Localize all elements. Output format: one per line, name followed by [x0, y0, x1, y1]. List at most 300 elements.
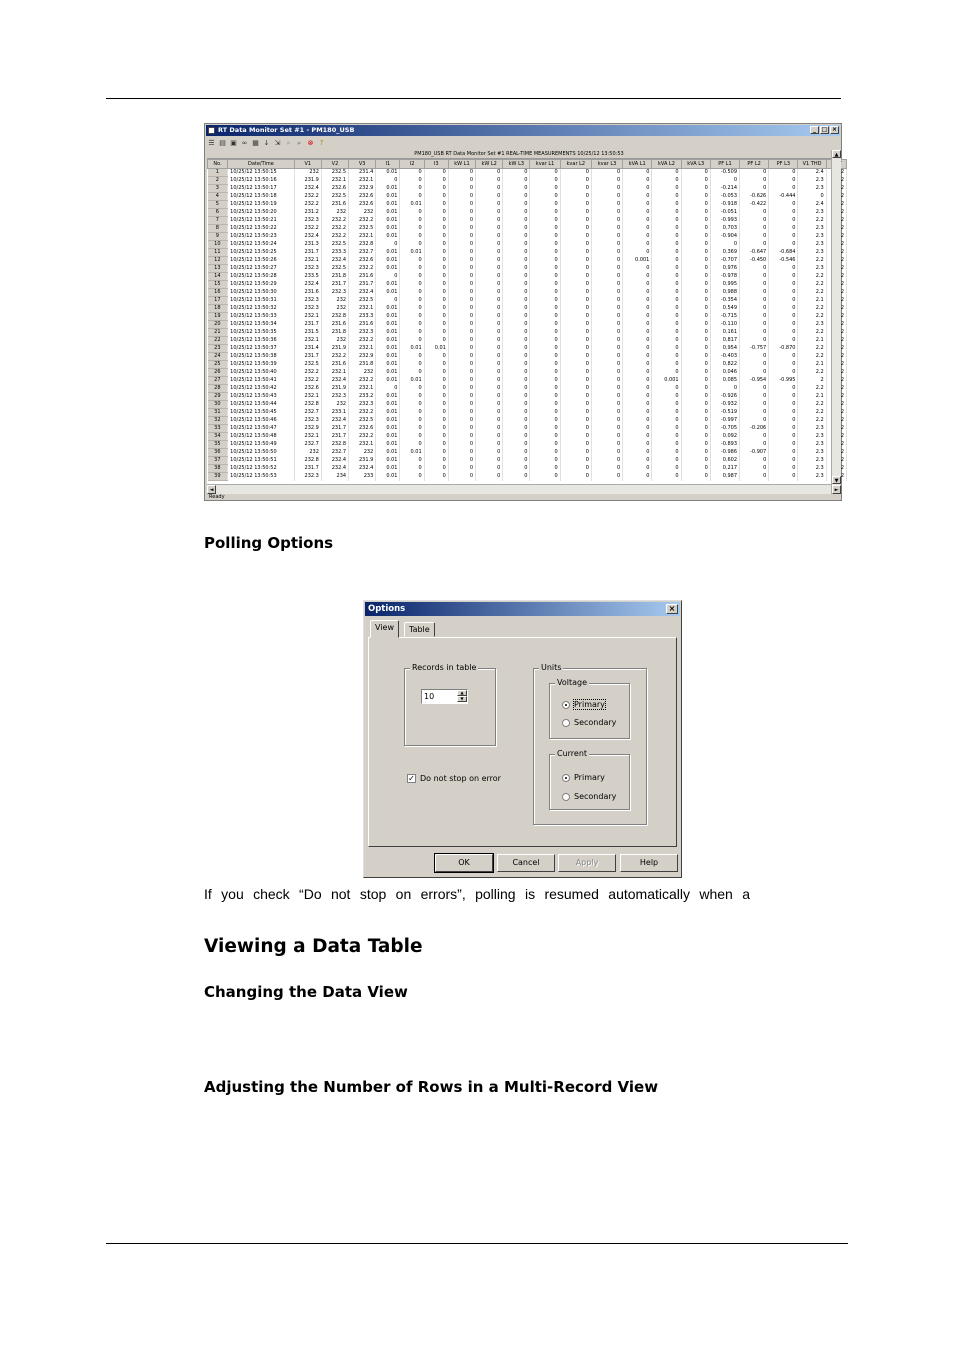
table-cell: 2.2 — [798, 217, 826, 225]
table-cell: 0 — [424, 265, 448, 273]
table-cell: 0 — [448, 209, 475, 217]
table-cell: 0 — [476, 361, 503, 369]
table-cell: 0 — [503, 417, 530, 425]
table-cell: 0 — [652, 193, 681, 201]
table-cell: 0 — [424, 409, 448, 417]
table-cell: 231.7 — [294, 249, 321, 257]
table-cell: 0 — [769, 185, 798, 193]
table-row[interactable] — [208, 353, 847, 361]
table-cell: 0 — [681, 201, 710, 209]
table-row[interactable] — [208, 169, 847, 177]
column-header[interactable]: I1 — [376, 160, 400, 169]
column-header[interactable]: kvar L1 — [530, 160, 560, 169]
table-cell: 2.3 — [798, 265, 826, 273]
column-header[interactable]: PF L1 — [710, 160, 739, 169]
export-icon[interactable]: ⇲ — [274, 138, 281, 147]
dialog-titlebar[interactable] — [365, 602, 680, 616]
table-cell: 0 — [424, 185, 448, 193]
table-cell: 0.01 — [376, 473, 400, 481]
table-cell: 232.7 — [321, 449, 348, 457]
table-row[interactable] — [208, 289, 847, 297]
table-cell: 0 — [400, 241, 424, 249]
table-cell: 0 — [476, 329, 503, 337]
table-cell: 0.01 — [376, 401, 400, 409]
table-cell: 10/25/12 13:50:49 — [228, 441, 295, 449]
table-cell: 0 — [740, 393, 769, 401]
table-row[interactable] — [208, 225, 847, 233]
table-cell: 0 — [530, 241, 560, 249]
table-cell: 0 — [652, 425, 681, 433]
table-cell: 2.3 — [798, 441, 826, 449]
vertical-scrollbar[interactable] — [831, 150, 841, 494]
table-cell: 0 — [530, 449, 560, 457]
table-cell: 2 — [826, 449, 846, 457]
table-cell: 0 — [448, 441, 475, 449]
help-icon[interactable]: ? — [319, 138, 324, 147]
scroll-up-icon[interactable]: ▲ — [832, 150, 841, 158]
column-header[interactable]: kW L3 — [503, 160, 530, 169]
row-number: 31 — [208, 409, 228, 417]
table-cell: 2 — [826, 425, 846, 433]
dialog-close-button[interactable]: × — [666, 604, 678, 614]
table-cell: 0 — [530, 185, 560, 193]
table-row[interactable] — [208, 425, 847, 433]
table-cell: 0 — [560, 185, 591, 193]
table-cell: 0 — [530, 249, 560, 257]
table-cell: 0 — [560, 249, 591, 257]
glasses-icon[interactable]: ∞ — [241, 138, 248, 147]
table-row[interactable] — [208, 385, 847, 393]
table-row[interactable] — [208, 473, 847, 481]
radio-selected-icon[interactable] — [562, 774, 570, 782]
table-cell: 0 — [530, 209, 560, 217]
table-cell: 0 — [448, 393, 475, 401]
table-cell: 0 — [400, 273, 424, 281]
table-cell: 0 — [400, 169, 424, 177]
table-cell: 0 — [530, 433, 560, 441]
table-row[interactable] — [208, 417, 847, 425]
table-cell: 0 — [623, 409, 652, 417]
table-cell: 0 — [740, 265, 769, 273]
table-cell: 0 — [591, 185, 622, 193]
column-header[interactable]: kVA L1 — [623, 160, 652, 169]
table-cell: 0 — [591, 345, 622, 353]
row-number: 32 — [208, 417, 228, 425]
table-cell: 0 — [400, 369, 424, 377]
header-rule — [106, 98, 841, 99]
table-cell: 10/25/12 13:50:39 — [228, 361, 295, 369]
table-row[interactable] — [208, 329, 847, 337]
table-row[interactable] — [208, 433, 847, 441]
table-cell: 232.4 — [321, 257, 348, 265]
row-number: 23 — [208, 345, 228, 353]
table-cell: 0 — [530, 377, 560, 385]
table-cell: 231.3 — [294, 241, 321, 249]
table-cell: 0 — [740, 457, 769, 465]
ok-button[interactable]: OK — [435, 854, 493, 872]
table-cell: -0.870 — [769, 345, 798, 353]
column-header[interactable]: PF L2 — [740, 160, 769, 169]
current-secondary-radio[interactable] — [562, 792, 616, 801]
table-cell: 2 — [826, 201, 846, 209]
table-cell: 0 — [400, 193, 424, 201]
table-row[interactable] — [208, 321, 847, 329]
table-cell: 233.1 — [321, 409, 348, 417]
maximize-button[interactable]: □ — [821, 126, 828, 133]
table-cell: 232.4 — [349, 465, 376, 473]
table-row[interactable] — [208, 281, 847, 289]
table-cell: 0 — [503, 169, 530, 177]
table-cell: 2 — [826, 369, 846, 377]
table-row[interactable] — [208, 177, 847, 185]
column-header[interactable]: kvar L3 — [591, 160, 622, 169]
table-cell: 232.1 — [294, 257, 321, 265]
table-cell: 0 — [623, 457, 652, 465]
table-row[interactable] — [208, 297, 847, 305]
table-cell: 0 — [652, 169, 681, 177]
table-cell: -0.546 — [769, 257, 798, 265]
row-number: 1 — [208, 169, 228, 177]
data-table — [207, 159, 847, 481]
table-cell: 0 — [503, 273, 530, 281]
row-number: 16 — [208, 289, 228, 297]
table-row[interactable] — [208, 313, 847, 321]
table-cell: 232.3 — [294, 297, 321, 305]
table-cell: 10/25/12 13:50:34 — [228, 321, 295, 329]
table-cell: 231.5 — [294, 329, 321, 337]
table-row[interactable] — [208, 377, 847, 385]
column-header[interactable]: No. — [208, 160, 228, 169]
table-cell: 0 — [769, 417, 798, 425]
table-cell: 0 — [769, 353, 798, 361]
minimize-button[interactable]: _ — [810, 126, 819, 134]
table-row[interactable] — [208, 345, 847, 353]
table-cell: 231.9 — [349, 457, 376, 465]
table-cell: 0 — [681, 337, 710, 345]
table-cell: 0.01 — [376, 425, 400, 433]
table-cell: 0 — [560, 201, 591, 209]
table-cell: 2.4 — [798, 201, 826, 209]
table-cell: 0 — [530, 225, 560, 233]
column-header[interactable]: kVA L3 — [681, 160, 710, 169]
column-header[interactable]: kW L2 — [476, 160, 503, 169]
table-row[interactable] — [208, 233, 847, 241]
grid-icon[interactable]: ▦ — [252, 138, 259, 147]
table-cell: 0 — [503, 297, 530, 305]
table-cell: 0 — [424, 209, 448, 217]
table-cell: 0 — [530, 289, 560, 297]
close-button[interactable]: × — [831, 126, 838, 133]
table-cell: 0 — [769, 305, 798, 313]
table-cell: 0.01 — [376, 361, 400, 369]
table-cell: 0 — [476, 353, 503, 361]
table-cell: 0 — [740, 401, 769, 409]
do-not-stop-checkbox[interactable] — [407, 774, 501, 783]
table-cell: 0.01 — [376, 353, 400, 361]
table-cell: -0.954 — [740, 377, 769, 385]
table-row[interactable] — [208, 393, 847, 401]
table-cell: 0 — [769, 393, 798, 401]
table-cell: 0 — [740, 169, 769, 177]
table-cell: 0.01 — [376, 209, 400, 217]
table-cell: 0 — [503, 409, 530, 417]
table-cell: 0 — [503, 393, 530, 401]
checkmark-icon[interactable]: ✓ — [408, 774, 415, 783]
table-cell: 232.5 — [321, 193, 348, 201]
table-cell: 0.01 — [376, 313, 400, 321]
table-cell: 0 — [530, 369, 560, 377]
table-row[interactable] — [208, 441, 847, 449]
table-cell: 231.6 — [321, 361, 348, 369]
table-row[interactable] — [208, 449, 847, 457]
table-row[interactable] — [208, 305, 847, 313]
table-cell: 2.3 — [798, 425, 826, 433]
table-row[interactable] — [208, 201, 847, 209]
row-number: 9 — [208, 233, 228, 241]
cancel-button[interactable]: Cancel — [497, 854, 555, 872]
table-cell: 0 — [652, 441, 681, 449]
table-row[interactable] — [208, 273, 847, 281]
table-cell: 0 — [652, 313, 681, 321]
table-row[interactable] — [208, 249, 847, 257]
column-header[interactable]: V2 — [321, 160, 348, 169]
table-cell: 0.01 — [376, 441, 400, 449]
table-cell: -0.893 — [710, 441, 739, 449]
table-cell: 0 — [769, 409, 798, 417]
column-header[interactable]: V1 THD — [798, 160, 826, 169]
table-cell: 0 — [424, 233, 448, 241]
table-row[interactable] — [208, 209, 847, 217]
table-cell: 10/25/12 13:50:35 — [228, 329, 295, 337]
table-row[interactable] — [208, 217, 847, 225]
tab-table[interactable]: Table — [404, 622, 435, 637]
table-cell: 0 — [560, 241, 591, 249]
table-cell: 0 — [740, 473, 769, 481]
tab-view[interactable]: View — [370, 620, 399, 638]
table-cell: 0 — [623, 337, 652, 345]
column-header[interactable]: kW L1 — [448, 160, 475, 169]
table-row[interactable] — [208, 401, 847, 409]
scroll-down-icon[interactable]: ▼ — [832, 476, 841, 484]
table-row[interactable] — [208, 257, 847, 265]
table-cell: 0 — [740, 233, 769, 241]
spin-up-icon[interactable]: ▲ — [457, 690, 467, 696]
table-row[interactable] — [208, 369, 847, 377]
current-primary-label: Primary — [574, 773, 605, 782]
table-cell: 2.3 — [798, 433, 826, 441]
table-row[interactable] — [208, 185, 847, 193]
table-cell: 0 — [560, 417, 591, 425]
table-cell: 0 — [476, 209, 503, 217]
table-cell: 0.01 — [376, 377, 400, 385]
table-cell: 0 — [448, 353, 475, 361]
table-cell: 10/25/12 13:50:15 — [228, 169, 295, 177]
table-row[interactable] — [208, 457, 847, 465]
play-icon[interactable]: ▸ — [297, 138, 302, 147]
spin-down-icon[interactable]: ▼ — [457, 696, 467, 702]
table-row[interactable] — [208, 193, 847, 201]
apply-button[interactable]: Apply — [558, 854, 616, 872]
table-cell: 0 — [652, 257, 681, 265]
table-cell: 0 — [591, 209, 622, 217]
scroll-left-icon[interactable]: ◄ — [207, 485, 216, 494]
table-cell: 0 — [448, 185, 475, 193]
table-cell: 232.7 — [294, 441, 321, 449]
table-cell: 0.988 — [710, 289, 739, 297]
table-cell: 10/25/12 13:50:29 — [228, 281, 295, 289]
current-primary-radio[interactable] — [562, 773, 605, 782]
table-cell: 0.001 — [652, 377, 681, 385]
radio-unselected-icon[interactable] — [562, 719, 570, 727]
rt-window-titlebar[interactable] — [206, 125, 840, 136]
table-cell: 0 — [623, 385, 652, 393]
column-header[interactable]: PF L3 — [769, 160, 798, 169]
table-cell: 0 — [448, 265, 475, 273]
stop-icon[interactable]: ⊗ — [307, 138, 314, 147]
table-cell: 232 — [349, 369, 376, 377]
table-cell: 0 — [560, 305, 591, 313]
table-cell: 10/25/12 13:50:40 — [228, 369, 295, 377]
table-cell: 0 — [476, 473, 503, 481]
table-cell: 0 — [424, 361, 448, 369]
table-cell: 0 — [560, 377, 591, 385]
table-cell: 0 — [652, 433, 681, 441]
table-cell: 0 — [448, 409, 475, 417]
table-cell: 0 — [769, 401, 798, 409]
table-cell: 0 — [710, 177, 739, 185]
table-cell: 0.01 — [376, 417, 400, 425]
table-cell: 2.2 — [798, 417, 826, 425]
voltage-secondary-radio[interactable] — [562, 718, 616, 727]
table-cell: 0 — [400, 385, 424, 393]
voltage-primary-radio[interactable] — [562, 700, 605, 709]
table-cell: 0 — [591, 425, 622, 433]
table-cell: 232.2 — [349, 265, 376, 273]
table-cell: 232.8 — [349, 241, 376, 249]
records-value[interactable]: 10 — [424, 692, 435, 701]
row-number: 26 — [208, 369, 228, 377]
column-header[interactable]: V3 — [349, 160, 376, 169]
table-cell: 0 — [591, 377, 622, 385]
radio-unselected-icon[interactable] — [562, 793, 570, 801]
table-cell: 0 — [476, 249, 503, 257]
table-cell: 0 — [424, 169, 448, 177]
column-header[interactable]: kvar L2 — [560, 160, 591, 169]
table-cell: -0.932 — [710, 401, 739, 409]
table-cell: 0 — [769, 361, 798, 369]
table-cell: 0 — [400, 473, 424, 481]
table-cell: 232.1 — [294, 433, 321, 441]
table-row[interactable] — [208, 409, 847, 417]
table-cell: 0 — [400, 465, 424, 473]
table-cell: 2 — [826, 289, 846, 297]
table-row[interactable] — [208, 265, 847, 273]
table-cell: 0.01 — [376, 457, 400, 465]
table-cell: 0 — [798, 193, 826, 201]
table-cell: 0 — [623, 473, 652, 481]
table-cell: 0 — [530, 169, 560, 177]
table-cell: 0 — [623, 313, 652, 321]
table-cell: 231.7 — [349, 281, 376, 289]
fast-forward-icon[interactable]: » — [286, 138, 291, 147]
table-cell: 0 — [476, 225, 503, 233]
view-tab-panel — [368, 637, 677, 847]
print-icon[interactable]: ▣ — [230, 138, 237, 147]
table-cell: 0 — [769, 465, 798, 473]
table-cell: -0.450 — [740, 257, 769, 265]
table-cell: 0 — [530, 441, 560, 449]
table-cell: 10/25/12 13:50:17 — [228, 185, 295, 193]
table-cell: 0 — [560, 169, 591, 177]
table-cell: 0 — [503, 193, 530, 201]
chart-icon[interactable]: ▤ — [219, 138, 226, 147]
table-cell: 0 — [560, 369, 591, 377]
table-cell: 2.3 — [798, 457, 826, 465]
pin-icon[interactable]: ↓ — [263, 138, 270, 147]
scroll-right-icon[interactable]: ► — [832, 485, 841, 494]
table-cell: 0 — [503, 329, 530, 337]
table-cell: 0 — [591, 233, 622, 241]
options-dialog — [363, 600, 682, 878]
table-cell: -0.626 — [740, 193, 769, 201]
table-row[interactable] — [208, 361, 847, 369]
table-cell: 0 — [448, 313, 475, 321]
table-cell: 2.2 — [798, 281, 826, 289]
table-row[interactable] — [208, 241, 847, 249]
table-cell: 0 — [530, 305, 560, 313]
table-cell: 0 — [681, 169, 710, 177]
current-group — [549, 749, 630, 810]
table-cell: 0.092 — [710, 433, 739, 441]
table-cell: 232.5 — [349, 297, 376, 305]
column-header[interactable]: V1 — [294, 160, 321, 169]
column-header[interactable]: Date/Time — [228, 160, 295, 169]
table-cell: 231.7 — [321, 425, 348, 433]
table-cell: 2 — [826, 225, 846, 233]
table-cell: 2 — [826, 353, 846, 361]
table-cell: 0 — [740, 321, 769, 329]
table-cell: 0 — [503, 281, 530, 289]
table-cell: 0 — [740, 241, 769, 249]
table-cell: 0.01 — [376, 369, 400, 377]
table-cell: 10/25/12 13:50:30 — [228, 289, 295, 297]
table-row[interactable] — [208, 465, 847, 473]
table-cell: 0 — [740, 209, 769, 217]
table-cell: 0 — [376, 273, 400, 281]
table-cell: 0 — [448, 169, 475, 177]
help-button[interactable]: Help — [620, 854, 678, 872]
table-cell: 0 — [476, 177, 503, 185]
table-cell: 0 — [623, 233, 652, 241]
records-stepper[interactable] — [421, 689, 468, 704]
table-cell: 232.4 — [321, 417, 348, 425]
table-cell: 0 — [530, 417, 560, 425]
column-header[interactable]: kVA L2 — [652, 160, 681, 169]
table-cell: 0 — [591, 417, 622, 425]
table-cell: 0 — [591, 449, 622, 457]
table-cell: 0.01 — [376, 345, 400, 353]
table-cell: 0 — [591, 401, 622, 409]
column-header[interactable]: I3 — [424, 160, 448, 169]
table-cell: 0 — [591, 321, 622, 329]
column-header[interactable]: I2 — [400, 160, 424, 169]
table-cell: 0 — [591, 305, 622, 313]
table-row[interactable] — [208, 337, 847, 345]
table-cell: 0 — [769, 169, 798, 177]
radio-selected-icon[interactable] — [562, 701, 570, 709]
table-cell: 232.3 — [294, 417, 321, 425]
list-icon[interactable]: ☰ — [208, 138, 215, 147]
